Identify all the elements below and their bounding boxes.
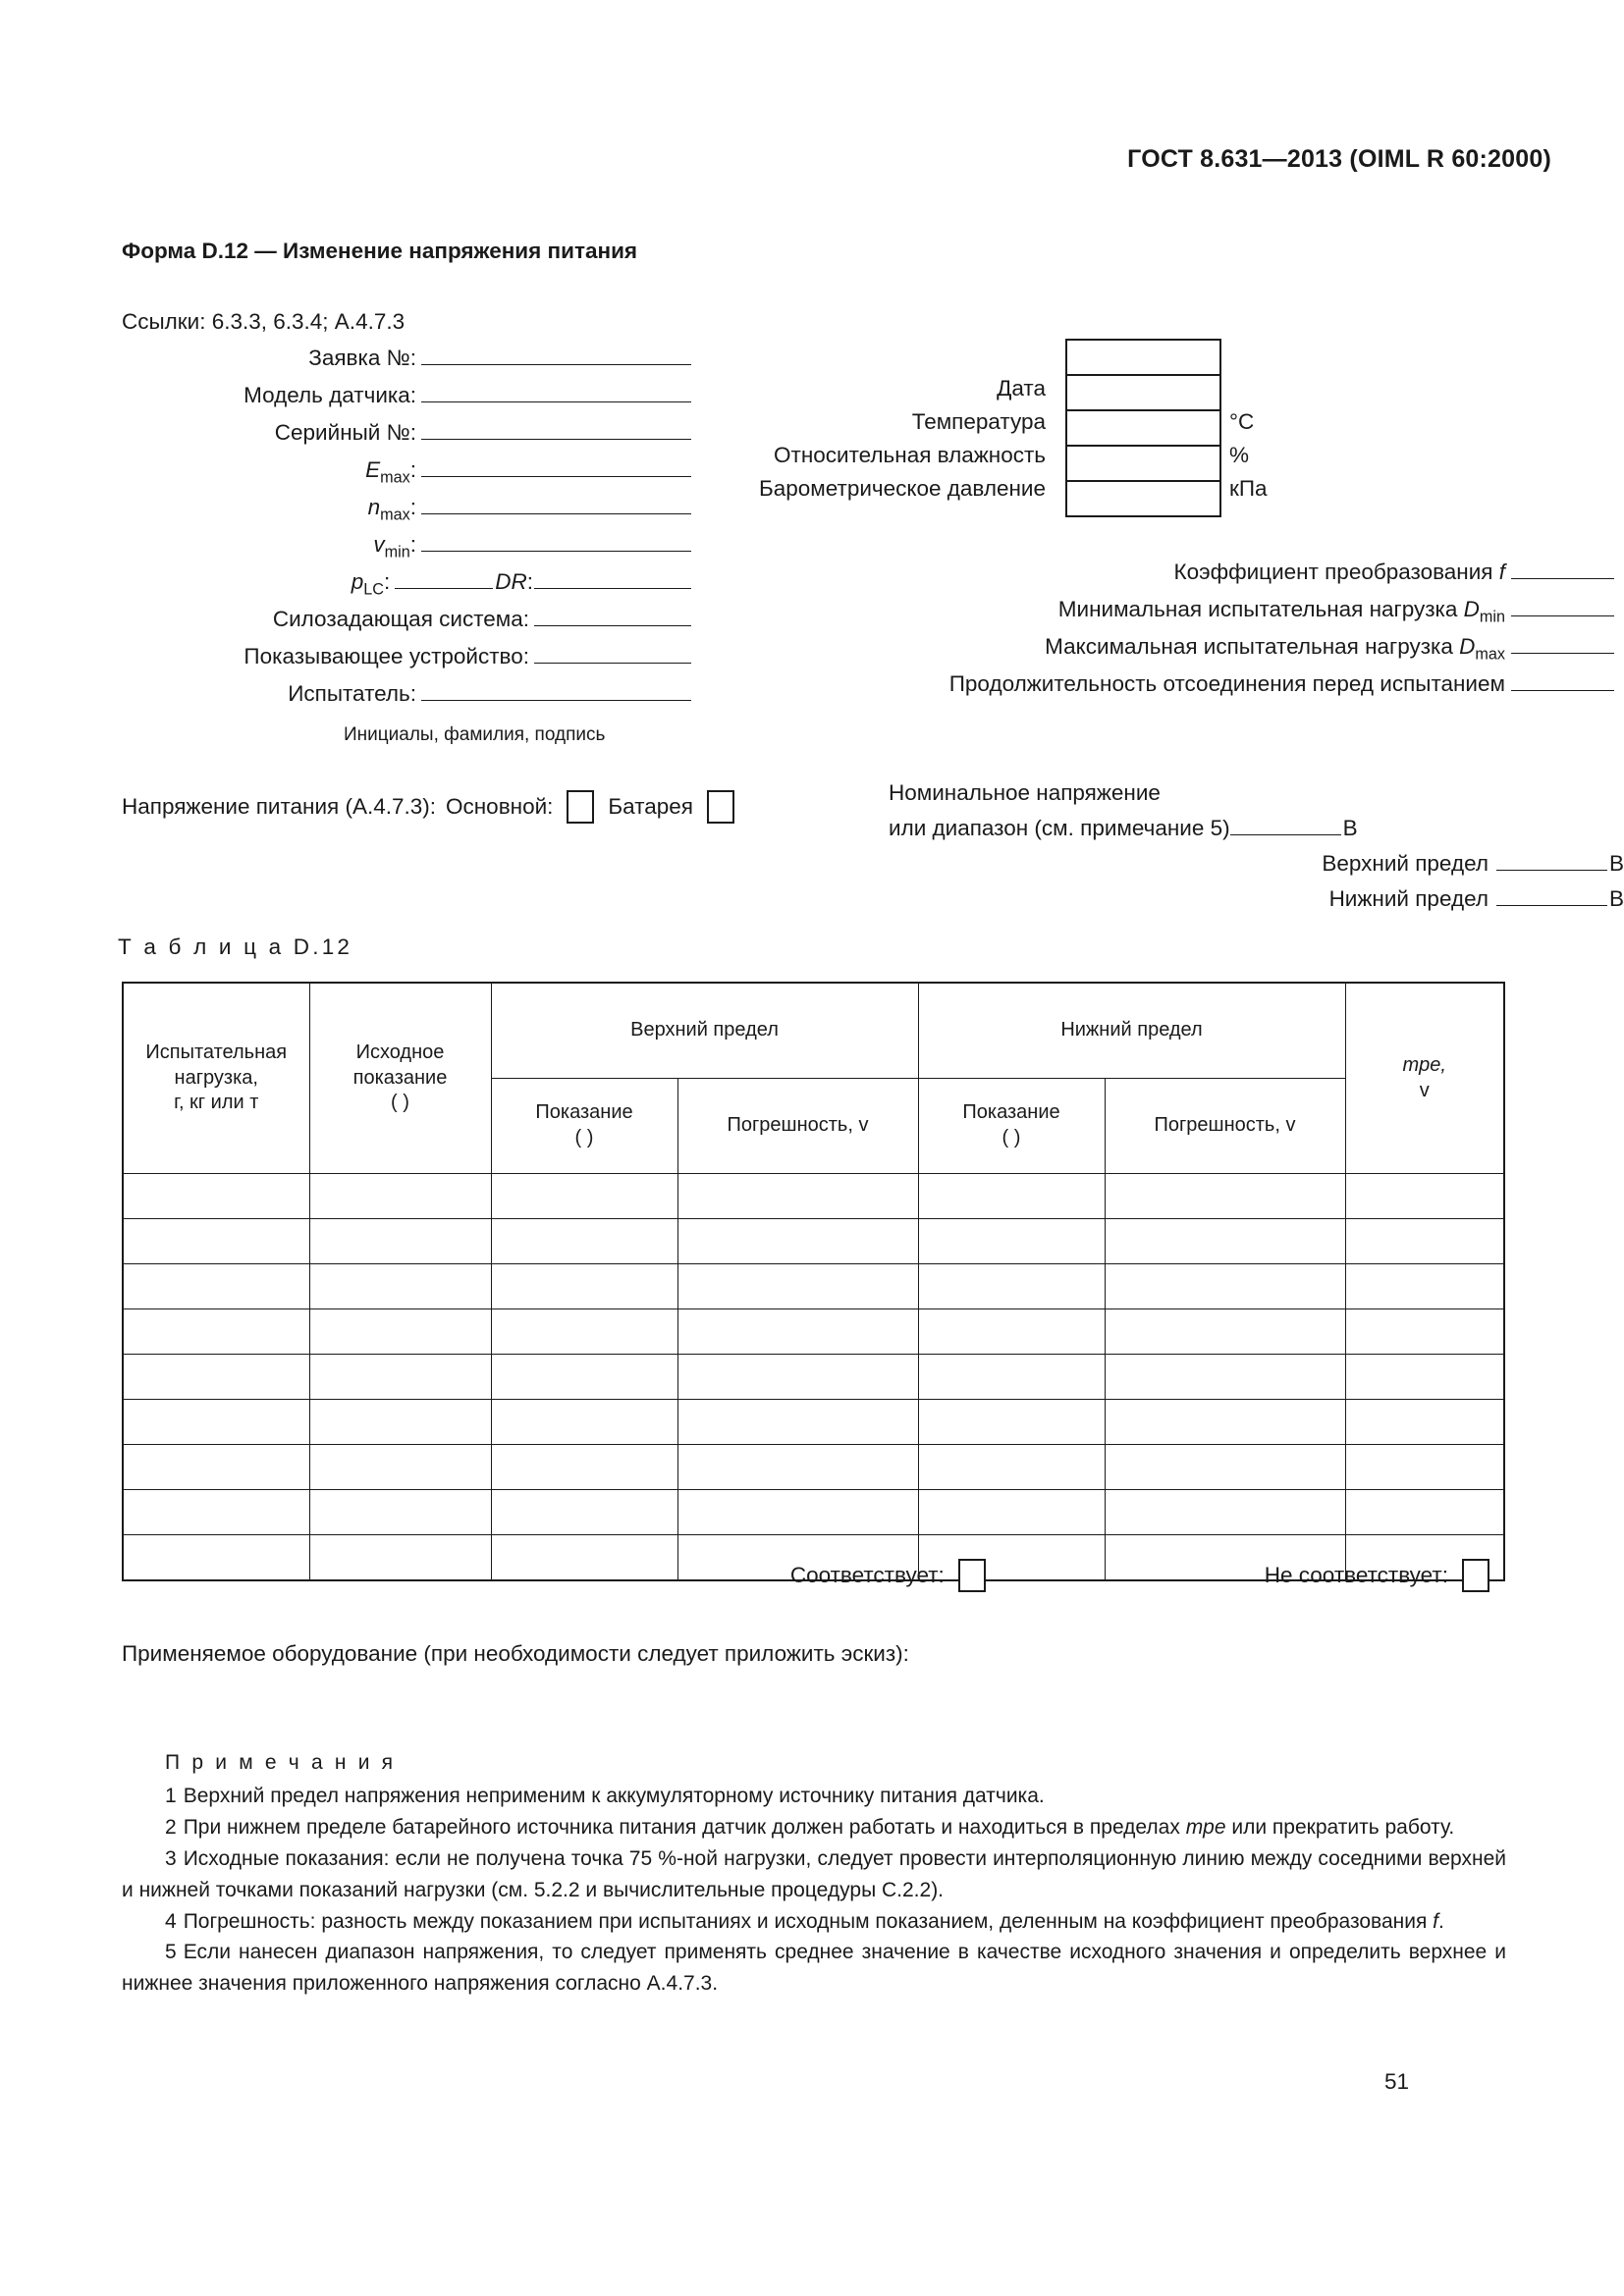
supply-battery-checkbox[interactable] xyxy=(707,790,734,824)
field-label: $v_{min}$: xyxy=(373,532,416,561)
table-cell[interactable] xyxy=(677,1400,918,1445)
environment-label-date: Дата xyxy=(997,376,1046,400)
field-write-line[interactable] xyxy=(1511,634,1614,654)
table-cell[interactable] xyxy=(1345,1400,1504,1445)
field-label: Продолжительность отсоединения перед испытанием xyxy=(948,671,1505,696)
nonconform-label: Не соответствует: xyxy=(1264,1563,1448,1587)
voltage-lower-row xyxy=(889,886,1624,922)
conformity-row xyxy=(122,1559,1503,1592)
table-cell[interactable] xyxy=(1345,1355,1504,1400)
field-row-indicating-device xyxy=(122,644,691,681)
environment-label-column xyxy=(609,339,1056,506)
table-cell[interactable] xyxy=(1105,1400,1345,1445)
header-upper-limit-group: Верхний предел xyxy=(491,983,918,1079)
note-item: 4 Погрешность: разность между показанием при испытаниях и исходным показанием, деленным на коэффициент преобразования f. xyxy=(165,1909,1444,1933)
table-cell[interactable] xyxy=(491,1490,677,1535)
voltage-range-row xyxy=(889,816,1624,851)
field-row-dmax xyxy=(609,634,1624,671)
nonconform-checkbox[interactable] xyxy=(1462,1559,1489,1592)
table-cell[interactable] xyxy=(677,1174,918,1219)
header-lower-limit-group: Нижний предел xyxy=(918,983,1345,1079)
table-cell[interactable] xyxy=(677,1264,918,1309)
environment-unit-blank xyxy=(1229,339,1268,372)
field-label: Испытатель: xyxy=(288,681,416,706)
field-label: $p_{LC}$: xyxy=(351,569,391,599)
environment-unit-date xyxy=(1229,372,1268,405)
field-row-tester xyxy=(122,681,691,719)
table-cell[interactable] xyxy=(918,1174,1105,1219)
table-cell[interactable] xyxy=(491,1355,677,1400)
conform-checkbox[interactable] xyxy=(958,1559,986,1592)
field-row-sensor-model xyxy=(122,383,691,420)
table-cell[interactable] xyxy=(1105,1445,1345,1490)
table-cell[interactable] xyxy=(1105,1219,1345,1264)
field-row-plc-dr xyxy=(122,569,691,607)
table-cell[interactable] xyxy=(123,1264,309,1309)
table-row xyxy=(123,1309,1504,1355)
field-label: Силозадающая система: xyxy=(272,607,529,631)
field-write-line[interactable] xyxy=(1511,560,1614,579)
right-field-block xyxy=(609,560,1624,709)
voltage-values-block xyxy=(889,780,1624,922)
table-cell[interactable] xyxy=(123,1445,309,1490)
voltage-lower-unit: В xyxy=(1608,886,1624,911)
table-row xyxy=(123,1174,1504,1219)
conform-label: Соответствует: xyxy=(789,1563,945,1587)
voltage-nominal-line1 xyxy=(889,780,1624,816)
table-cell[interactable] xyxy=(918,1355,1105,1400)
environment-value-boxes xyxy=(1065,339,1221,517)
header-mpe: mpe, v xyxy=(1345,983,1504,1174)
table-cell[interactable] xyxy=(491,1219,677,1264)
table-cell[interactable] xyxy=(309,1445,491,1490)
table-cell[interactable] xyxy=(1105,1174,1345,1219)
field-row-conversion-factor xyxy=(609,560,1624,597)
environment-box-humidity[interactable] xyxy=(1067,447,1219,482)
field-label: $E_{max}$: xyxy=(365,457,416,487)
supply-voltage-label: Напряжение питания (А.4.7.3): xyxy=(122,794,436,819)
voltage-upper-unit: В xyxy=(1608,851,1624,876)
table-cell[interactable] xyxy=(1105,1309,1345,1355)
header-lower-error: Погрешность, v xyxy=(1105,1079,1345,1174)
field-label: Максимальная испытательная нагрузка $D_{max}$ xyxy=(1045,634,1505,664)
field-row-nmax xyxy=(122,495,691,532)
field-label: Модель датчика: xyxy=(244,383,416,407)
table-cell[interactable] xyxy=(309,1490,491,1535)
field-label-dr: DR: xyxy=(495,569,533,594)
field-write-line-plc[interactable] xyxy=(395,569,493,589)
table-cell[interactable] xyxy=(491,1264,677,1309)
table-cell[interactable] xyxy=(1345,1219,1504,1264)
voltage-upper-label: Верхний предел xyxy=(1322,851,1489,876)
environment-label-temperature: Температура xyxy=(911,409,1046,434)
table-cell[interactable] xyxy=(1105,1264,1345,1309)
form-title: Форма D.12 — Изменение напряжения питания xyxy=(122,239,638,263)
header-lower-reading: Показание ( ) xyxy=(918,1079,1105,1174)
environment-box-temperature[interactable] xyxy=(1067,411,1219,447)
test-results-table xyxy=(122,982,1505,1581)
field-row-disconnect-duration xyxy=(609,671,1624,709)
environment-unit-celsius: °C xyxy=(1229,409,1255,434)
signature-caption: Инициалы, фамилия, подпись xyxy=(344,724,606,745)
table-cell[interactable] xyxy=(309,1264,491,1309)
supply-voltage-row xyxy=(122,790,748,824)
field-row-force-system xyxy=(122,607,691,644)
environment-box-date[interactable] xyxy=(1067,376,1219,411)
voltage-upper-row xyxy=(889,851,1624,886)
field-row-dmin xyxy=(609,597,1624,634)
table-cell[interactable] xyxy=(123,1355,309,1400)
voltage-range-label: или диапазон (см. примечание 5) xyxy=(889,816,1230,840)
table-cell[interactable] xyxy=(918,1490,1105,1535)
table-cell[interactable] xyxy=(309,1400,491,1445)
note-item: 3 Исходные показания: если не получена точка 75 %-ной нагрузки, следует провести интерполяционную линию между соседними верхней и нижней точками показаний нагрузки (см. 5.2.2 и вычислительные процедуры С.2.2). xyxy=(122,1846,1506,1901)
table-row xyxy=(123,1445,1504,1490)
field-label: Коэффициент преобразования f xyxy=(1173,560,1505,584)
running-header: ГОСТ 8.631—2013 (OIML R 60:2000) xyxy=(1127,145,1551,173)
table-cell[interactable] xyxy=(1345,1264,1504,1309)
field-write-line[interactable] xyxy=(421,532,691,552)
header-test-load: Испытательная нагрузка, г, кг или т xyxy=(123,983,309,1174)
table-cell[interactable] xyxy=(491,1309,677,1355)
table-cell[interactable] xyxy=(123,1490,309,1535)
table-header xyxy=(123,983,1504,1174)
table-body xyxy=(123,1174,1504,1581)
field-row-serial-no xyxy=(122,420,691,457)
header-initial-reading: Исходное показание ( ) xyxy=(309,983,491,1174)
conform-group xyxy=(790,1559,1000,1592)
form-references: Ссылки: 6.3.3, 6.3.4; А.4.7.3 xyxy=(122,309,406,334)
table-cell[interactable] xyxy=(1345,1174,1504,1219)
table-cell[interactable] xyxy=(1105,1355,1345,1400)
supply-battery-label: Батарея xyxy=(608,794,693,819)
note-item: 1 Верхний предел напряжения неприменим к аккумуляторному источнику питания датчика. xyxy=(165,1784,1045,1807)
environment-label-humidity: Относительная влажность xyxy=(774,443,1046,467)
table-cell[interactable] xyxy=(309,1355,491,1400)
field-row-vmin xyxy=(122,532,691,569)
field-write-line[interactable] xyxy=(1511,597,1614,616)
supply-main-label: Основной: xyxy=(446,794,554,819)
field-row-emax xyxy=(122,457,691,495)
page-number: 51 xyxy=(1384,2069,1410,2094)
table-cell[interactable] xyxy=(123,1174,309,1219)
voltage-upper-write-line[interactable] xyxy=(1496,851,1607,871)
table-cell[interactable] xyxy=(123,1400,309,1445)
voltage-nominal-label: Номинальное напряжение xyxy=(889,780,1161,805)
note-item: 5 Если нанесен диапазон напряжения, то следует применять среднее значение в качестве исходного значения и определить верхнее и нижнее значения приложенного напряжения согласно А.4.7.3. xyxy=(122,1941,1506,1996)
table-cell[interactable] xyxy=(918,1445,1105,1490)
table-cell[interactable] xyxy=(491,1174,677,1219)
table-row xyxy=(123,1400,1504,1445)
table-cell[interactable] xyxy=(677,1309,918,1355)
table-cell[interactable] xyxy=(309,1309,491,1355)
field-write-line[interactable] xyxy=(1511,671,1614,691)
note-item: 2 При нижнем пределе батарейного источника питания датчик должен работать и находиться в пределах mpe или прекратить работу. xyxy=(165,1815,1455,1839)
voltage-range-unit: В xyxy=(1342,816,1358,840)
table-cell[interactable] xyxy=(491,1400,677,1445)
table-row xyxy=(123,1490,1504,1535)
environment-unit-kpa: кПа xyxy=(1229,476,1268,501)
environment-box-blank[interactable] xyxy=(1067,341,1219,376)
table-cell[interactable] xyxy=(677,1355,918,1400)
notes-section xyxy=(122,1747,1506,2000)
voltage-lower-write-line[interactable] xyxy=(1496,886,1607,906)
header-upper-reading: Показание ( ) xyxy=(491,1079,677,1174)
field-row-application-no xyxy=(122,346,691,383)
table-caption: Т а б л и ц а D.12 xyxy=(118,934,353,959)
table-cell[interactable] xyxy=(918,1309,1105,1355)
notes-title: П р и м е ч а н и я xyxy=(165,1751,397,1774)
table-row xyxy=(123,1219,1504,1264)
table-row xyxy=(123,1355,1504,1400)
supply-main-checkbox[interactable] xyxy=(567,790,594,824)
voltage-lower-label: Нижний предел xyxy=(1328,886,1489,911)
voltage-range-write-line[interactable] xyxy=(1230,816,1341,835)
table-cell[interactable] xyxy=(1345,1309,1504,1355)
table-cell[interactable] xyxy=(677,1445,918,1490)
table-cell[interactable] xyxy=(309,1219,491,1264)
field-label: Серийный №: xyxy=(274,420,416,445)
nonconform-group xyxy=(1265,1559,1503,1592)
table-cell[interactable] xyxy=(1345,1445,1504,1490)
table-row xyxy=(123,1264,1504,1309)
field-label: Заявка №: xyxy=(308,346,416,370)
field-label: Показывающее устройство: xyxy=(244,644,529,668)
environment-unit-column xyxy=(1229,339,1268,506)
table-header-row-1 xyxy=(123,983,1504,1079)
field-label: Минимальная испытательная нагрузка $D_{min}$ xyxy=(1057,597,1505,626)
table-cell[interactable] xyxy=(1105,1490,1345,1535)
environment-unit-percent: % xyxy=(1229,443,1250,467)
table-cell[interactable] xyxy=(309,1174,491,1219)
table-cell[interactable] xyxy=(918,1264,1105,1309)
environment-box-pressure[interactable] xyxy=(1067,482,1219,515)
table-cell[interactable] xyxy=(918,1219,1105,1264)
environment-label-blank xyxy=(609,339,1056,372)
table-cell[interactable] xyxy=(491,1445,677,1490)
equipment-label: Применяемое оборудование (при необходимости следует приложить эскиз): xyxy=(122,1641,909,1666)
field-label: $n_{max}$: xyxy=(367,495,416,524)
table-cell[interactable] xyxy=(123,1309,309,1355)
header-upper-error: Погрешность, v xyxy=(677,1079,918,1174)
table-cell[interactable] xyxy=(918,1400,1105,1445)
table-cell[interactable] xyxy=(123,1219,309,1264)
environment-label-pressure: Барометрическое давление xyxy=(758,476,1046,501)
table-cell[interactable] xyxy=(677,1219,918,1264)
table-cell[interactable] xyxy=(677,1490,918,1535)
left-field-block xyxy=(122,346,691,719)
table-cell[interactable] xyxy=(1345,1490,1504,1535)
